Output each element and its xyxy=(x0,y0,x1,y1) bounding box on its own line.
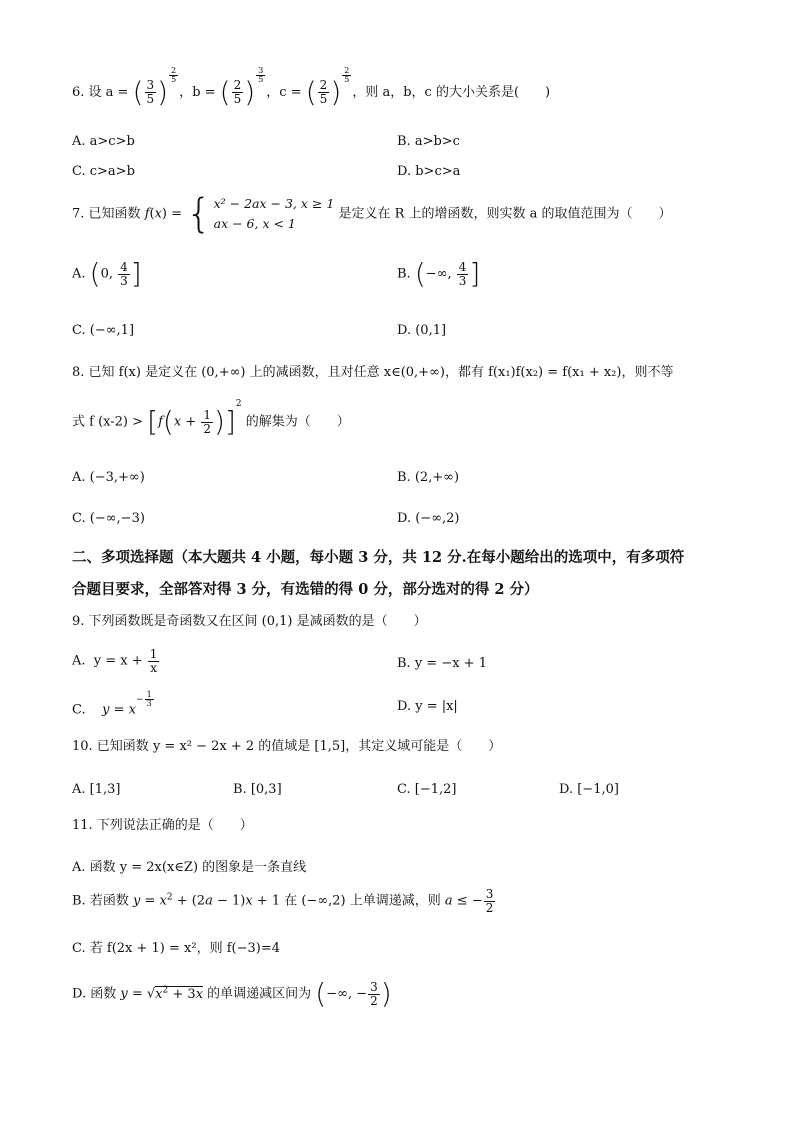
question-10-stem: 10. 已知函数 y = x² − 2x + 2 的值域是 [1,5]，其定义域可能是（ ） xyxy=(72,739,502,754)
q7-prefix: 7. 已知函数 xyxy=(72,206,141,222)
q7-piece-1: x² − 2ax − 3, x ≥ 1 xyxy=(213,196,335,211)
question-11-stem: 11. 下列说法正确的是（ ） xyxy=(72,818,253,833)
q6-option-c[interactable]: C. c>a>b xyxy=(72,164,135,179)
question-8-stem-line1: 8. 已知 f(x) 是定义在 (0,+∞) 上的减函数，且对任意 x∈(0,+∞)，都有 f(x₁)f(x₂) = f(x₁ + x₂)，则不等 xyxy=(72,365,674,380)
q7-option-b[interactable]: B. (−∞, $\frac{4}{3}$ ] xyxy=(397,257,481,290)
q9-option-d[interactable]: D. y = |x| xyxy=(397,699,458,714)
q8-option-b[interactable]: B. (2,+∞) xyxy=(397,470,460,485)
section-2-heading-line2: 合题目要求，全部答对得 3 分，有选错的得 0 分，部分选对的得 2 分） xyxy=(72,581,539,598)
q6-option-d[interactable]: D. b>c>a xyxy=(397,164,461,179)
q6-stem-visual: 6. 设 a = ( $\frac{3}{5}$ ) $^{\frac{2}{5}}$ ，b = ( $\frac{2}{5}$ ) $^{\frac{3}{5}}$ ，c = ( $\frac{2}{5}$ ) $^{\frac{2}{5}}$ ，则 a，b，c 的大小关系是( ) xyxy=(72,65,551,108)
question-8-stem-line2: 式 f (x-2) > [f(x + $\frac{1}{2}$ )]$^2$ 的解集为（ ） xyxy=(72,399,350,438)
q8-option-a[interactable]: A. (−3,+∞) xyxy=(72,470,145,485)
q9-option-a[interactable]: A. y = x + $\frac{1}{x}$ xyxy=(72,647,158,675)
q7-option-d[interactable]: D. (0,1] xyxy=(397,323,447,338)
section-2-heading-line1: 二、多项选择题（本大题共 4 小题，每小题 3 分，共 12 分.在每小题给出的选项中，有多项符 xyxy=(72,549,685,566)
q11-option-b[interactable]: B. 若函数 $y = x^2 + (2a - 1)x + 1$ 在 (−∞,2) 上单调递减，则 a ≤ − $\frac{3}{2}$ xyxy=(72,887,494,915)
q10-option-a[interactable]: A. [1,3] xyxy=(72,782,121,797)
q11-option-a[interactable]: A. 函数 y = 2x(x∈Z) 的图象是一条直线 xyxy=(72,860,307,875)
question-9-stem: 9. 下列函数既是奇函数又在区间 (0,1) 是减函数的是（ ） xyxy=(72,614,427,629)
q7-option-a[interactable]: A. (0, $\frac{4}{3}$ ] xyxy=(72,257,142,290)
q6-option-b[interactable]: B. a>b>c xyxy=(397,134,460,149)
q10-option-c[interactable]: C. [−1,2] xyxy=(397,782,457,797)
q7-suffix: 是定义在 R 上的增函数，则实数 a 的取值范围为（ ） xyxy=(338,206,672,222)
q7-piece-2: ax − 6, x < 1 xyxy=(213,216,296,231)
q9-option-b[interactable]: B. y = −x + 1 xyxy=(397,656,487,671)
q10-option-d[interactable]: D. [−1,0] xyxy=(559,782,619,797)
q6-option-a[interactable]: A. a>c>b xyxy=(72,134,135,149)
question-7-stem: 7. 已知函数 f(x) = { x² − 2ax − 3, x ≥ 1 ax − 6, x < 1 是定义在 R 上的增函数，则实数 a 的取值范围为（ ） xyxy=(72,191,672,237)
q10-option-b[interactable]: B. [0,3] xyxy=(233,782,282,797)
q9-option-c[interactable]: C. $y = x^{- \frac{1}{3}}$ xyxy=(72,690,152,718)
q7-option-c[interactable]: C. (−∞,1] xyxy=(72,323,135,338)
q11-option-c[interactable]: C. 若 f(2x + 1) = x²，则 f(−3)=4 xyxy=(72,941,280,956)
q8-option-c[interactable]: C. (−∞,−3) xyxy=(72,511,145,526)
q11-option-d[interactable]: D. 函数 $y = √x^2 + 3x$ 的单调递减区间为 (−∞, − $\frac{3}{2}$ ) xyxy=(72,977,392,1010)
q8-option-d[interactable]: D. (−∞,2) xyxy=(397,511,460,526)
question-6-stem xyxy=(72,65,551,108)
q7-brace-icon: { xyxy=(186,191,212,237)
